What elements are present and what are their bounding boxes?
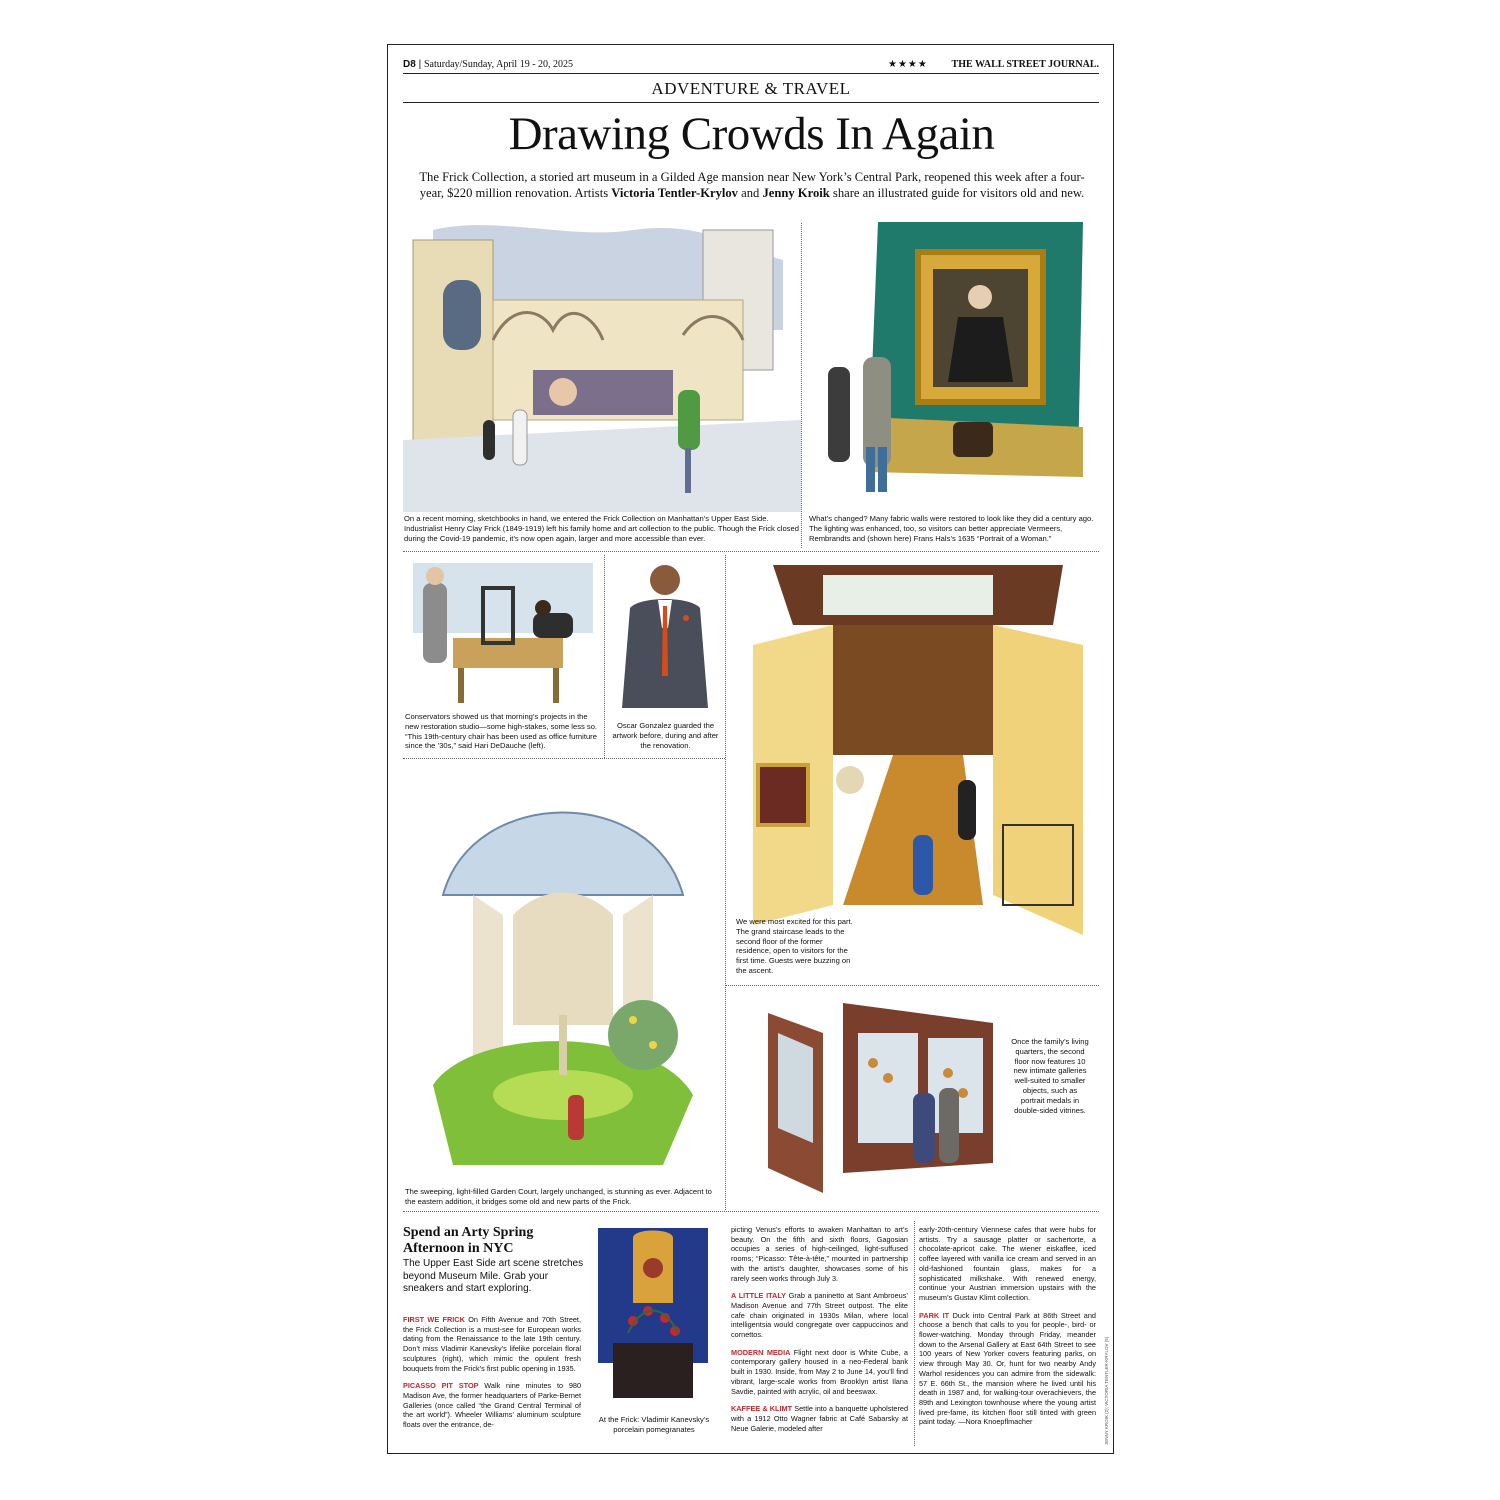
caption-portrait: What’s changed? Many fabric walls were restored to look like they did a century ago. The lighting was enhanced, too, so visitors can better appreciate Vermeers, Rembrandts and (shown here) Frans Hals’s 1635 “Portrait of a Woman.” [809,514,1094,543]
caption-exterior: On a recent morning, sketchbooks in hand, we entered the Frick Collection on Manhattan’s Upper East Side. Industrialist Henry Clay Frick (1849-1919) left his family home and art collection to the public. Though the Frick closed during the Covid-19 pandemic, it’s now open again, larger and more accessible than ever. [404,514,799,543]
conservators-illustration [403,558,601,708]
row-rule [403,1211,1099,1212]
illustration-credit: JENNY KROIK (2); VICTORIA TENTLER-KRYLOV (5) [1104,1336,1109,1445]
caption-guard: Oscar Gonzalez guarded the artwork before, during and after the renovation. [612,721,719,750]
sidebar-paragraph: picting Venus’s efforts to awaken Manhattan to art’s beauty. On the fifth and sixth floors, Gagosian occupies a series of high-ceilinged, light-suffused rooms; “Picasso: Tête-à-tête,” mounted in partnership with the artist’s daughter, showcases some of his rarely seen works through July 3. [731,1225,908,1283]
folio-line: D8 | Saturday/Sunday, April 19 - 20, 2025 ★★★★ THE WALL STREET JOURNAL. [403,59,1099,74]
dek [408,169,1096,201]
caption-pomegranates: At the Frick: Vladimir Kanevsky’s porcelain pomegranates [598,1415,710,1434]
sidebar-column-2 [731,1225,908,1441]
issue-date: Saturday/Sunday, April 19 - 20, 2025 [423,59,574,70]
dek-artist-1: Victoria Tentler-Krylov [611,186,738,200]
pomegranates-illustration [593,1223,713,1411]
column-rule [725,555,726,1210]
staircase-illustration [733,565,1093,977]
dek-text-1: The Frick Collection, a storied art museum in a Gilded Age mansion near New York’s Central Park, reopened this week after a four-year, $220 million renovation. Artists [419,170,1085,200]
caption-staircase: We were most excited for this part. The grand staircase leads to the second floor of the former residence, open to visitors for the first time. Guests were buzzing on the ascent. [736,917,853,975]
sidebar-paragraph: FIRST WE FRICK On Fifth Avenue and 70th Street, the Frick Collection is a must-see for European works dating from the Renaissance to the late 19th century. Don’t miss Vladimir Kanevsky’s lifelike porcelain floral sculptures (right), which mimic the opulent fresh bouquets from the Frick’s first public opening in 1935. [403,1315,581,1373]
sidebar-paragraph: early-20th-century Viennese cafes that were hubs for artists. Try a sausage platter or sachertorte, a chocolate-apricot cake. The wiener eiskaffee, iced coffee layered with vanilla ice cream and served in an old-fashioned fountain glass, makes for a sophisticated milkshake. With renewed energy, continue your Austrian immersion upstairs with the museum’s Gustav Klimt collection. [919,1225,1096,1302]
frick-exterior-illustration [403,220,801,512]
caption-galleries: Once the family’s living quarters, the second floor now features 10 new intimate galleries well-suited to smaller objects, such as portrait medals in double-sided vitrines. [1011,1037,1089,1115]
dek-artist-2: Jenny Kroik [762,186,830,200]
sidebar-paragraph: MODERN MEDIA Flight next door is White Cube, a contemporary gallery housed in a neo-Federal bank built in 1930. Inside, from May 2 to June 14, you’ll find vibrant, large-scale works from Brooklyn artist Ilana Savdie, painted with acrylic, oil and beeswax. [731,1347,908,1396]
row-rule [403,758,725,759]
row-rule [725,985,1099,986]
caption-conservators: Conservators showed us that morning’s projects in the new restoration studio—some high-stakes, some less so. “This 19th-century chair has been used as office furniture since the ’30s,” said Hari DeDauche (left). [405,712,598,751]
headline: Drawing Crowds In Again [508,108,995,160]
caption-garden: The sweeping, light-filled Garden Court, largely unchanged, is stunning as ever. Adjacent to the eastern addition, it bridges some old and new parts of the Frick. [405,1187,712,1206]
page-number: D8 [403,59,416,70]
sidebar-column-1 [403,1315,581,1438]
sidebar-paragraph: A LITTLE ITALY Grab a paninetto at Sant Ambroeus’ Madison Avenue and 77th Street outpost. The elite cafe chain originated in 1930s Milan, where local intelligentsia would congregate over cappuccinos and cornettos. [731,1291,908,1340]
section-title: ADVENTURE & TRAVEL [403,79,1099,103]
column-rule [604,555,605,758]
galleries-illustration [763,993,1003,1208]
sidebar-paragraph: PARK IT Duck into Central Park at 86th Street and choose a bench that calls to you for people-, bird- or flower-watching. Monday through Friday, meander down to the Arsenal Gallery at East 64th Street to see 100 years of New Yorker covers featuring parks, on view through May 30. Or, hunt for two nearby Andy Warhol residences you can admire from the sidewalk: 57 E. 66th St., the mansion where he lived until his death in 1987 and, for walking-tour overachievers, the 89th and Lexington townhouse where the young artist lived pre-fame, its kitchen floor still tinted with green paint today. —Nora Knoepflmacher [919,1310,1096,1427]
sidebar-title: Spend an Arty Spring Afternoon in NYC [403,1225,534,1256]
sidebar-column-3 [919,1225,1096,1435]
edition-stars: ★★★★ [888,59,928,70]
dek-text-2: share an illustrated guide for visitors old and new. [829,186,1085,200]
portrait-gallery-illustration [808,217,1088,512]
sidebar-paragraph: PICASSO PIT STOP Walk nine minutes to 980 Madison Ave, the former headquarters of Parke-Bernet Galleries (once called “the Grand Central Terminal of the art world”). Wheeler Williams’ aluminum sculpture floats over the entrance, de- [403,1381,582,1430]
sidebar-paragraph: KAFFEE & KLIMT Settle into a banquette upholstered with a 1912 Otto Wagner fabric at Café Sabarsky at Neue Galerie, modeled after [731,1404,909,1433]
sidebar-subtitle: The Upper East Side art scene stretches beyond Museum Mile. Grab your sneakers and start exploring. [403,1258,584,1295]
dek-and: and [737,186,763,200]
newspaper-page [387,44,1114,1454]
column-rule [914,1221,915,1446]
row-rule [403,551,1099,552]
column-rule [801,223,802,548]
garden-court-illustration [413,765,713,1185]
guard-illustration [610,558,720,716]
masthead: THE WALL STREET JOURNAL. [951,59,1099,70]
